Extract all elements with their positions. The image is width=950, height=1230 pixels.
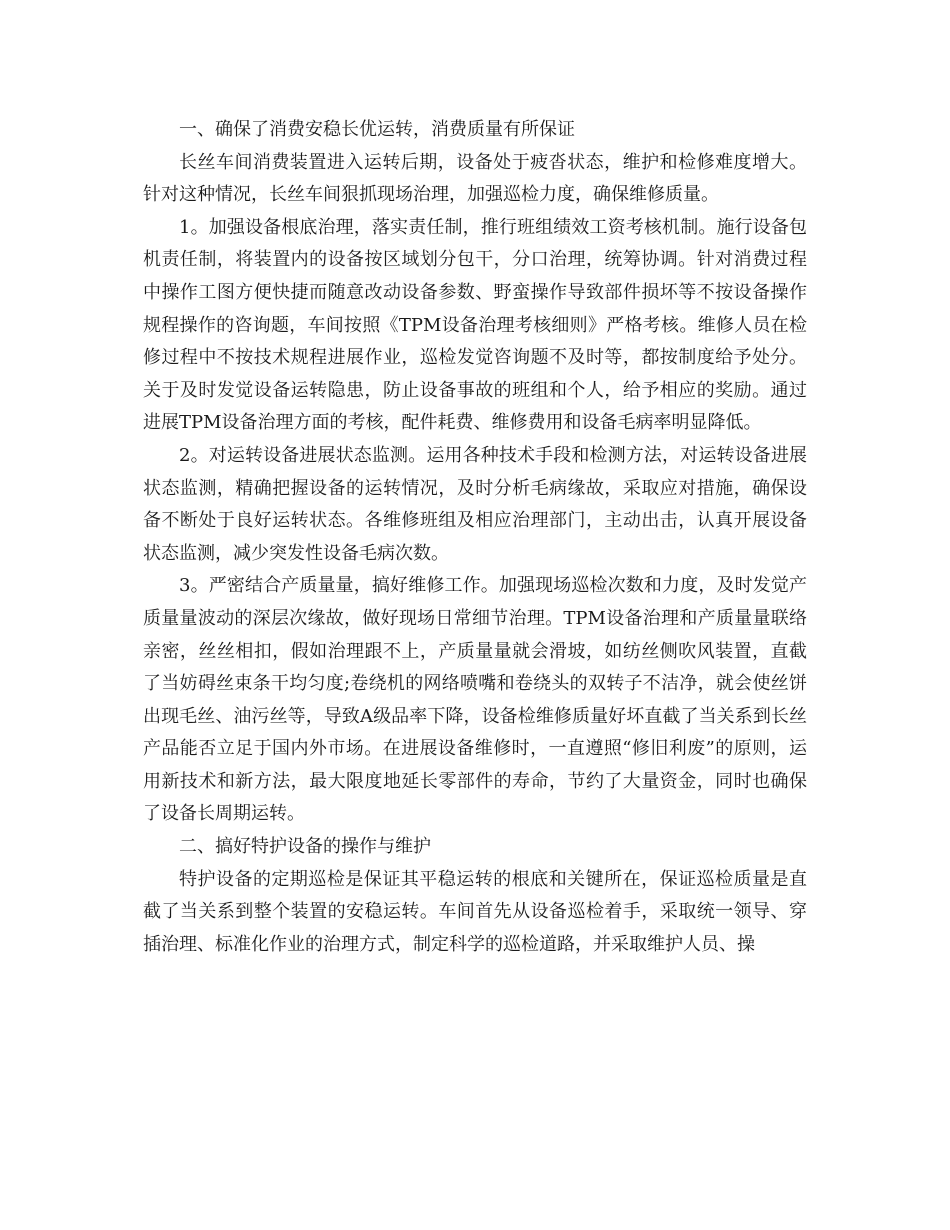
paragraph-intro: 长丝车间消费装置进入运转后期，设备处于疲沓状态，维护和检修难度增大。针对这种情况，长丝车间狠抓现场治理，加强巡检力度，确保维修质量。 [143,151,807,206]
document-page [143,114,807,961]
paragraph-item-1: 1。加强设备根底治理，落实责任制，推行班组绩效工资考核机制。施行设备包机责任制，将装置内的设备按区域划分包干，分口治理，统筹协调。针对消费过程中操作工图方便快捷而随意改动设备参数、野蛮操作导致部件损坏等不按设备操作规程操作的咨询题，车间按照《TPM设备治理考核细则》严格考核。维修人员在检修过程中不按技术规程进展作业，巡检发觉咨询题不及时等，都按制度给予处分。关于及时发觉设备运转隐患，防止设备事故的班组和个人，给予相应的奖励。通过进展TPM设备治理方面的考核，配件耗费、维修费用和设备毛病率明显降低。 [143,216,807,434]
section-heading-1: 一、确保了消费安稳长优运转，消费质量有所保证 [179,119,575,140]
paragraph-section-2: 特护设备的定期巡检是保证其平稳运转的根底和关键所在，保证巡检质量是直截了当关系到整个装置的安稳运转。车间首先从设备巡检着手，采取统一领导、穿插治理、标准化作业的治理方式，制定科学的巡检道路，并采取维护人员、操 [143,868,807,955]
paragraph-item-3: 3。严密结合产质量量，搞好维修工作。加强现场巡检次数和力度，及时发觉产质量量波动的深层次缘故，做好现场日常细节治理。TPM设备治理和产质量量联络亲密，丝丝相扣，假如治理跟不上，产质量量就会滑坡，如纺丝侧吹风装置，直截了当妨碍丝束条干均匀度;卷绕机的网络喷嘴和卷绕头的双转子不洁净，就会使丝饼出现毛丝、油污丝等，导致A级品率下降，设备检维修质量好坏直截了当关系到长丝产品能否立足于国内外市场。在进展设备维修时，一直遵照“修旧利废”的原则，运用新技术和新方法，最大限度地延长零部件的寿命，节约了大量资金，同时也确保了设备长周期运转。 [143,575,807,825]
paragraph-item-2: 2。对运转设备进展状态监测。运用各种技术手段和检测方法，对运转设备进展状态监测，精确把握设备的运转情况，及时分析毛病缘故，采取应对措施，确保设备不断处于良好运转状态。各维修班组及相应治理部门，主动出击，认真开展设备状态监测，减少突发性设备毛病次数。 [143,444,807,564]
section-heading-2: 二、搞好特护设备的操作与维护 [179,836,431,858]
